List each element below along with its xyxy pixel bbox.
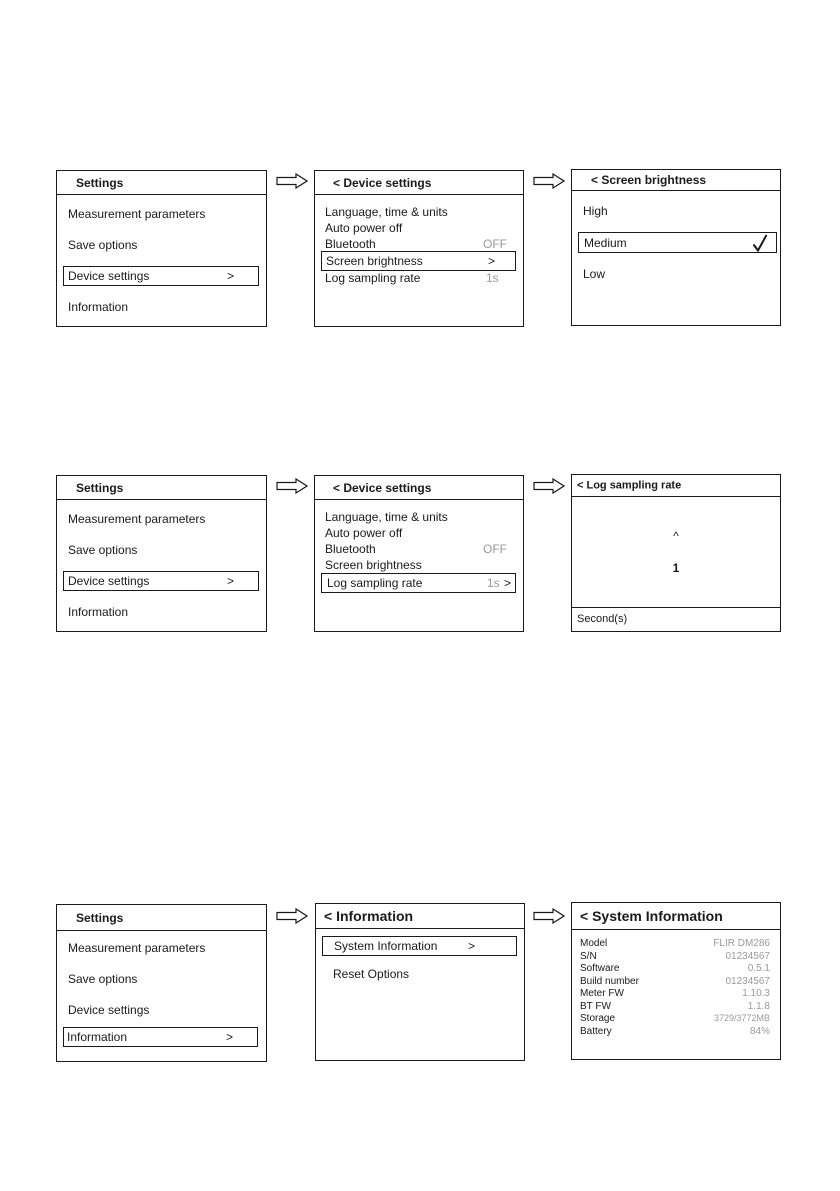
- system-information-screen: [571, 902, 781, 1060]
- chevron-right-icon: >: [227, 269, 235, 283]
- menu-item-bluetooth[interactable]: Bluetooth: [325, 542, 376, 556]
- settings-screen-1: [56, 170, 267, 327]
- menu-item-device-settings-selected[interactable]: [63, 266, 259, 286]
- bluetooth-value: OFF: [483, 542, 507, 556]
- info-row-sn: [580, 951, 770, 964]
- screen-brightness-title[interactable]: < Screen brightness: [591, 173, 707, 187]
- menu-item-screen-brightness-selected[interactable]: [321, 251, 516, 271]
- log-rate-value: 1s: [486, 271, 499, 285]
- menu-item-device-settings[interactable]: Device settings: [68, 1003, 150, 1017]
- right-arrow-icon: [533, 478, 565, 494]
- menu-item-label: System Information: [334, 939, 438, 953]
- menu-item-auto-power-off[interactable]: Auto power off: [325, 526, 403, 540]
- info-label: Meter FW: [580, 988, 624, 999]
- chevron-right-icon: >: [226, 1030, 234, 1044]
- log-sampling-header: [572, 475, 780, 497]
- settings-header: [57, 476, 266, 500]
- screen-brightness-header: [572, 170, 780, 191]
- info-row-bt-fw: [580, 1001, 770, 1014]
- unit-label: Second(s): [577, 613, 628, 625]
- settings-title: Settings: [76, 175, 124, 190]
- system-information-title[interactable]: < System Information: [580, 908, 723, 924]
- right-arrow-icon: [276, 478, 308, 494]
- menu-item-bluetooth[interactable]: Bluetooth: [325, 237, 376, 251]
- info-row-battery: [580, 1026, 770, 1039]
- unit-footer: [572, 607, 780, 631]
- option-high[interactable]: High: [583, 204, 608, 218]
- menu-item-label: Screen brightness: [326, 254, 423, 268]
- device-settings-header: [315, 171, 523, 195]
- menu-item-screen-brightness[interactable]: Screen brightness: [325, 558, 422, 572]
- screen-brightness-screen: [571, 169, 781, 326]
- menu-item-save-options[interactable]: Save options: [68, 238, 138, 252]
- info-label: Storage: [580, 1013, 616, 1024]
- chevron-right-icon: >: [227, 574, 235, 588]
- menu-item-information[interactable]: Information: [68, 605, 129, 619]
- info-value: FLIR DM286: [713, 938, 770, 949]
- menu-item-log-sampling-rate-selected[interactable]: [321, 573, 516, 593]
- device-settings-title[interactable]: < Device settings: [333, 175, 432, 190]
- info-label: Build number: [580, 975, 639, 987]
- info-row-storage: [580, 1013, 770, 1026]
- info-value: 3729/3772MB: [713, 1013, 770, 1023]
- menu-item-device-settings-selected[interactable]: [63, 571, 259, 591]
- menu-item-log-sampling-rate[interactable]: Log sampling rate: [325, 271, 421, 285]
- chevron-right-icon: >: [504, 576, 512, 590]
- info-value: 01234567: [725, 950, 770, 962]
- info-label: Software: [580, 963, 620, 974]
- bluetooth-value: OFF: [483, 237, 507, 251]
- right-arrow-icon: [276, 908, 308, 924]
- info-label: BT FW: [580, 1000, 611, 1012]
- information-title[interactable]: < Information: [324, 908, 414, 924]
- info-value: 84%: [749, 1025, 770, 1037]
- info-row-model: [580, 938, 770, 951]
- device-settings-screen-2: [314, 475, 524, 632]
- settings-title: Settings: [76, 480, 124, 495]
- menu-item-save-options[interactable]: Save options: [68, 972, 138, 986]
- check-icon: [752, 234, 768, 252]
- menu-item-information-selected[interactable]: [63, 1027, 258, 1047]
- menu-item-save-options[interactable]: Save options: [68, 543, 138, 557]
- option-low[interactable]: Low: [583, 267, 606, 281]
- menu-item-label: Log sampling rate: [327, 576, 423, 590]
- menu-item-information[interactable]: Information: [68, 300, 129, 314]
- settings-screen-2: [56, 475, 267, 632]
- info-value: 0.5.1: [747, 963, 770, 974]
- right-arrow-icon: [276, 173, 308, 189]
- settings-screen-3: [56, 904, 267, 1062]
- log-sampling-title[interactable]: < Log sampling rate: [577, 479, 682, 491]
- menu-item-language[interactable]: Language, time & units: [325, 205, 448, 219]
- settings-title: Settings: [76, 910, 124, 925]
- menu-item-measurement-parameters[interactable]: Measurement parameters: [68, 941, 206, 955]
- settings-header: [57, 905, 266, 931]
- menu-item-label: Information: [67, 1030, 128, 1044]
- chevron-right-icon: >: [468, 939, 476, 953]
- info-row-build-number: [580, 976, 770, 989]
- info-row-meter-fw: [580, 988, 770, 1001]
- info-value: 1.1.8: [747, 1000, 770, 1012]
- info-label: Model: [580, 938, 608, 949]
- device-settings-title[interactable]: < Device settings: [333, 480, 432, 495]
- information-header: [316, 904, 524, 929]
- sampling-rate-value[interactable]: 1: [672, 561, 680, 575]
- device-settings-screen-1: [314, 170, 524, 327]
- log-rate-value: 1s: [487, 576, 500, 590]
- menu-item-measurement-parameters[interactable]: Measurement parameters: [68, 207, 206, 221]
- information-screen: [315, 903, 525, 1061]
- menu-item-label: Device settings: [68, 574, 150, 588]
- system-information-header: [572, 903, 780, 930]
- info-row-software: [580, 963, 770, 976]
- log-sampling-rate-screen: [571, 474, 781, 632]
- info-label: Battery: [580, 1025, 612, 1037]
- option-label: Medium: [584, 235, 627, 250]
- right-arrow-icon: [533, 173, 565, 189]
- right-arrow-icon: [533, 908, 565, 924]
- menu-item-auto-power-off[interactable]: Auto power off: [325, 221, 403, 235]
- menu-item-label: Device settings: [68, 269, 150, 283]
- menu-item-reset-options[interactable]: Reset Options: [333, 967, 410, 981]
- info-value: 01234567: [725, 975, 770, 987]
- menu-item-system-information-selected[interactable]: [322, 936, 517, 956]
- settings-header: [57, 171, 266, 195]
- info-value: 1.10.3: [742, 988, 770, 999]
- chevron-right-icon: >: [488, 254, 496, 268]
- increment-arrow-icon[interactable]: ^: [673, 529, 679, 543]
- info-label: S/N: [580, 950, 597, 962]
- menu-item-measurement-parameters[interactable]: Measurement parameters: [68, 512, 206, 526]
- option-medium-selected[interactable]: [578, 232, 777, 253]
- menu-item-language[interactable]: Language, time & units: [325, 510, 448, 524]
- device-settings-header: [315, 476, 523, 500]
